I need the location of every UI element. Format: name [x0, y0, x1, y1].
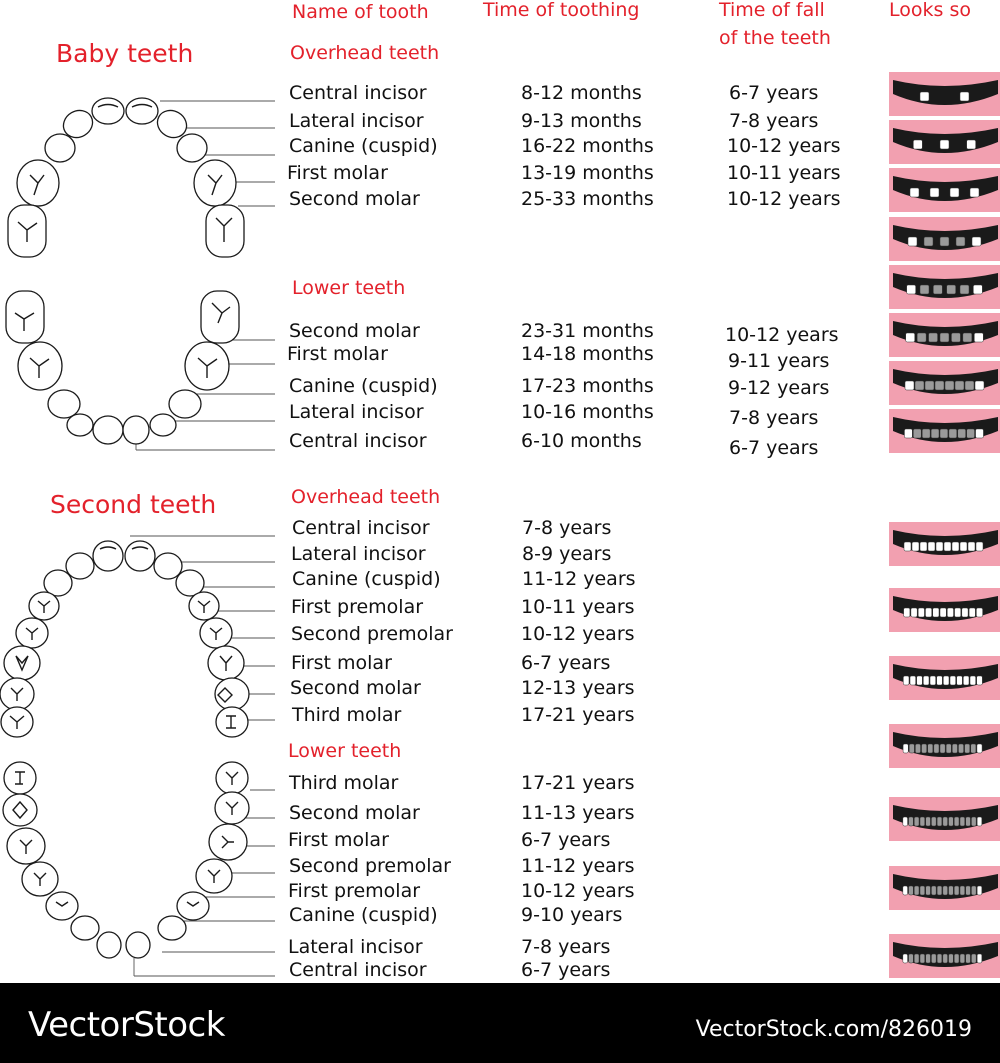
- second-lower-toothing: 6-7 years: [521, 829, 611, 851]
- second-upper-toothing: 11-12 years: [522, 568, 636, 590]
- second-lower-name: Second molar: [289, 802, 420, 824]
- mouth-thumbnail: [889, 409, 1000, 453]
- mouth-thumbnail: [889, 168, 1000, 212]
- baby-teeth-title: Baby teeth: [56, 39, 194, 68]
- mouth-thumbnail: [889, 588, 1000, 632]
- second-upper-name: First premolar: [291, 596, 424, 618]
- baby-lower-fall: 9-11 years: [728, 350, 830, 372]
- second-upper-toothing: 12-13 years: [521, 677, 635, 699]
- second-lower-toothing: 9-10 years: [521, 904, 623, 926]
- baby-lower-toothing: 17-23 months: [521, 375, 654, 397]
- header-name-of-tooth: Name of tooth: [292, 1, 429, 23]
- baby-upper-toothing: 16-22 months: [521, 135, 654, 157]
- second-upper-name: Canine (cuspid): [292, 568, 441, 590]
- baby-lower-fall: 9-12 years: [728, 377, 830, 399]
- baby-lower-toothing: 14-18 months: [521, 343, 654, 365]
- baby-lower-fall: 10-12 years: [725, 324, 839, 346]
- second-lower-name: First molar: [288, 829, 389, 851]
- baby-upper-fall: 10-11 years: [727, 162, 841, 184]
- baby-lower-toothing: 6-10 months: [521, 430, 642, 452]
- baby-upper-label: Overhead teeth: [290, 42, 440, 64]
- header-time-of-toothing: Time of toothing: [483, 0, 640, 21]
- baby-upper-fall: 10-12 years: [727, 188, 841, 210]
- second-lower-toothing: 7-8 years: [521, 936, 611, 958]
- second-lower-toothing: 11-12 years: [521, 855, 635, 877]
- second-teeth-title: Second teeth: [50, 490, 217, 519]
- second-lower-name: First premolar: [288, 880, 421, 902]
- second-upper-toothing: 10-11 years: [521, 596, 635, 618]
- baby-upper-name: Second molar: [289, 188, 420, 210]
- baby-upper-fall: 7-8 years: [729, 110, 819, 132]
- header-looks-so: Looks so: [889, 0, 971, 21]
- mouth-thumbnail: [889, 934, 1000, 978]
- second-lower-name: Lateral incisor: [288, 936, 423, 958]
- second-upper-name: Lateral incisor: [291, 543, 426, 565]
- baby-lower-name: Second molar: [289, 320, 420, 342]
- baby-lower-name: First molar: [287, 343, 388, 365]
- baby-lower-toothing: 23-31 months: [521, 320, 654, 342]
- baby-upper-toothing: 13-19 months: [521, 162, 654, 184]
- second-upper-toothing: 6-7 years: [521, 652, 611, 674]
- mouth-thumbnail: [889, 361, 1000, 405]
- second-upper-toothing: 8-9 years: [522, 543, 612, 565]
- second-lower-name: Second premolar: [289, 855, 451, 877]
- second-upper-toothing: 7-8 years: [522, 517, 612, 539]
- footer-bar: [0, 983, 1000, 1063]
- baby-upper-fall: 10-12 years: [727, 135, 841, 157]
- baby-upper-name: First molar: [287, 162, 388, 184]
- mouth-thumbnail: [889, 313, 1000, 357]
- second-lower-toothing: 6-7 years: [521, 959, 611, 981]
- second-lower-name: Third molar: [289, 772, 399, 794]
- mouth-thumbnail: [889, 217, 1000, 261]
- second-upper-toothing: 17-21 years: [521, 704, 635, 726]
- mouth-thumbnail: [889, 120, 1000, 164]
- header-time-of-fall-line1: Time of fall: [719, 0, 825, 21]
- mouth-thumbnail: [889, 656, 1000, 700]
- baby-lower-fall: 7-8 years: [729, 407, 819, 429]
- footer-brand: VectorStock: [28, 1005, 225, 1045]
- second-lower-name: Canine (cuspid): [289, 904, 438, 926]
- baby-lower-name: Central incisor: [289, 430, 427, 452]
- mouth-thumbnail: [889, 522, 1000, 566]
- mouth-thumbnail: [889, 724, 1000, 768]
- second-lower-toothing: 10-12 years: [521, 880, 635, 902]
- footer-url: VectorStock.com/826019: [695, 1017, 972, 1042]
- mouth-thumbnail: [889, 866, 1000, 910]
- second-upper-name: Second premolar: [291, 623, 453, 645]
- second-lower-toothing: 11-13 years: [521, 802, 635, 824]
- baby-lower-fall: 6-7 years: [729, 437, 819, 459]
- header-time-of-fall-line2: of the teeth: [719, 27, 831, 49]
- second-upper-name: Third molar: [292, 704, 402, 726]
- mouth-thumbnail: [889, 72, 1000, 116]
- baby-upper-name: Canine (cuspid): [289, 135, 438, 157]
- baby-lower-toothing: 10-16 months: [521, 401, 654, 423]
- second-lower-name: Central incisor: [289, 959, 427, 981]
- mouth-thumbnail: [889, 265, 1000, 309]
- baby-lower-name: Lateral incisor: [289, 401, 424, 423]
- second-lower-toothing: 17-21 years: [521, 772, 635, 794]
- baby-upper-fall: 6-7 years: [729, 82, 819, 104]
- baby-upper-toothing: 8-12 months: [521, 82, 642, 104]
- second-lower-label: Lower teeth: [288, 740, 402, 762]
- second-upper-label: Overhead teeth: [291, 486, 441, 508]
- baby-lower-name: Canine (cuspid): [289, 375, 438, 397]
- baby-upper-toothing: 25-33 months: [521, 188, 654, 210]
- second-upper-name: Central incisor: [292, 517, 430, 539]
- second-upper-name: Second molar: [290, 677, 421, 699]
- baby-upper-name: Central incisor: [289, 82, 427, 104]
- baby-lower-label: Lower teeth: [292, 277, 406, 299]
- second-upper-toothing: 10-12 years: [521, 623, 635, 645]
- second-upper-name: First molar: [291, 652, 392, 674]
- baby-upper-toothing: 9-13 months: [521, 110, 642, 132]
- mouth-thumbnail: [889, 797, 1000, 841]
- baby-upper-name: Lateral incisor: [289, 110, 424, 132]
